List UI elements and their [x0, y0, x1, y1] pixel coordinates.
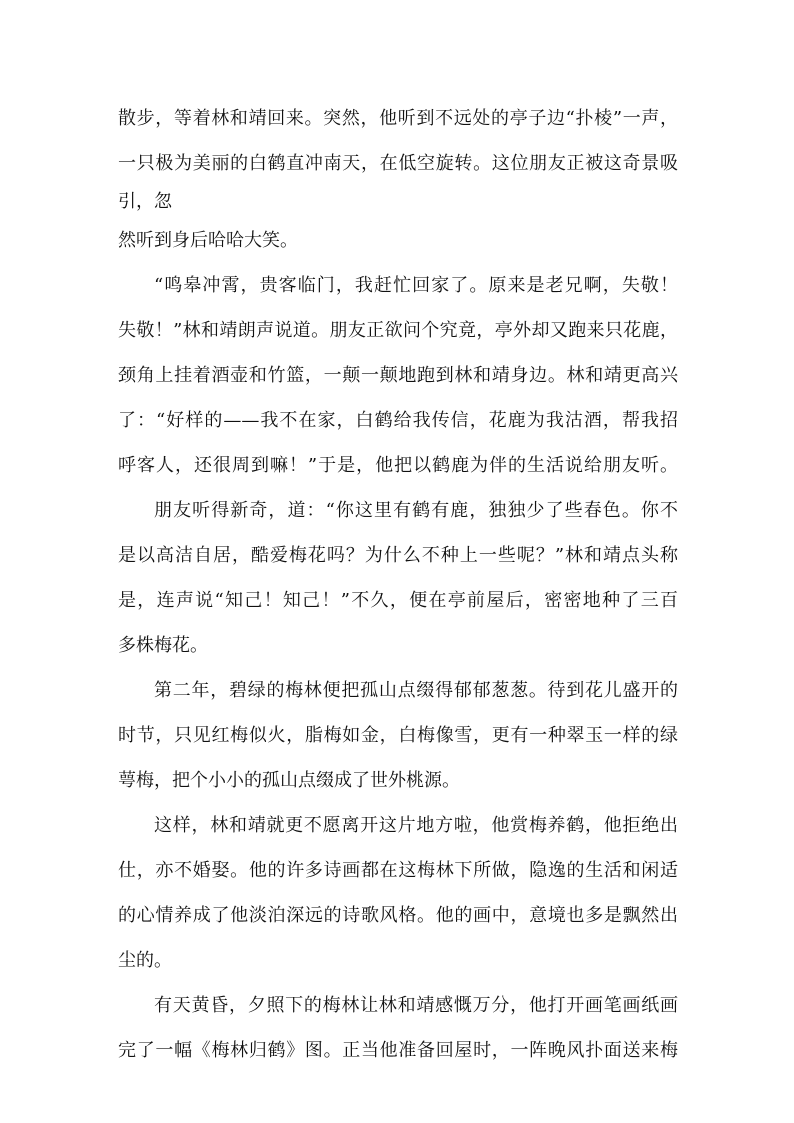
paragraph-first-line: “鸣皋冲霄，贵客临门，我赶忙回家了。原来是老兄啊，失敬！ — [154, 275, 678, 296]
text-line: 仕，亦不婚娶。他的许多诗画都在这梅林下所做，隐逸的生活和闲适 — [118, 860, 678, 881]
text-line: 尘的。 — [118, 950, 172, 971]
text-line: 时节，只见红梅似火，脂梅如金，白梅像雪，更有一种翠玉一样的绿 — [118, 725, 678, 746]
body-text — [118, 96, 678, 1073]
paragraph-first-line: 这样，林和靖就更不愿离开这片地方啦，他赏梅养鹤，他拒绝出 — [154, 815, 678, 836]
text-line: 是以高洁自居，酷爱梅花吗？为什么不种上一些呢？”林和靖点头称 — [118, 545, 678, 566]
text-line: 是，连声说“知己！知己！”不久，便在亭前屋后，密密地种了三百 — [118, 590, 678, 611]
text-line: 散步，等着林和靖回来。突然，他听到不远处的亭子边“扑棱”一声， — [118, 108, 678, 129]
text-line: 然听到身后哈哈大笑。 — [118, 230, 298, 251]
text-line: 多株梅花。 — [118, 635, 208, 656]
text-line: 引，忽 — [118, 191, 172, 212]
text-line: 了：“好样的——我不在家，白鹤给我传信，花鹿为我沽酒，帮我招 — [118, 410, 678, 431]
text-line: 完了一幅《梅林归鹤》图。正当他准备回屋时，一阵晚风扑面送来梅 — [118, 1040, 678, 1061]
text-line: 失敬！”林和靖朗声说道。朋友正欲问个究竟，亭外却又跑来只花鹿， — [118, 320, 678, 341]
text-line: 一只极为美丽的白鹤直冲南天，在低空旋转。这位朋友正被这奇景吸 — [118, 153, 678, 174]
paragraph-first-line: 有天黄昏，夕照下的梅林让林和靖感慨万分，他打开画笔画纸画 — [154, 995, 678, 1016]
paragraph-first-line: 朋友听得新奇，道：“你这里有鹤有鹿，独独少了些春色。你不 — [154, 500, 678, 521]
paragraph-first-line: 第二年，碧绿的梅林便把孤山点缀得郁郁葱葱。待到花儿盛开的 — [154, 680, 678, 701]
text-line: 呼客人，还很周到嘛！”于是，他把以鹤鹿为伴的生活说给朋友听。 — [118, 455, 678, 476]
text-line: 的心情养成了他淡泊深远的诗歌风格。他的画中，意境也多是飘然出 — [118, 905, 678, 926]
text-line: 颈角上挂着酒壶和竹篮，一颠一颠地跑到林和靖身边。林和靖更高兴 — [118, 365, 678, 386]
text-line: 萼梅，把个小小的孤山点缀成了世外桃源。 — [118, 770, 460, 791]
